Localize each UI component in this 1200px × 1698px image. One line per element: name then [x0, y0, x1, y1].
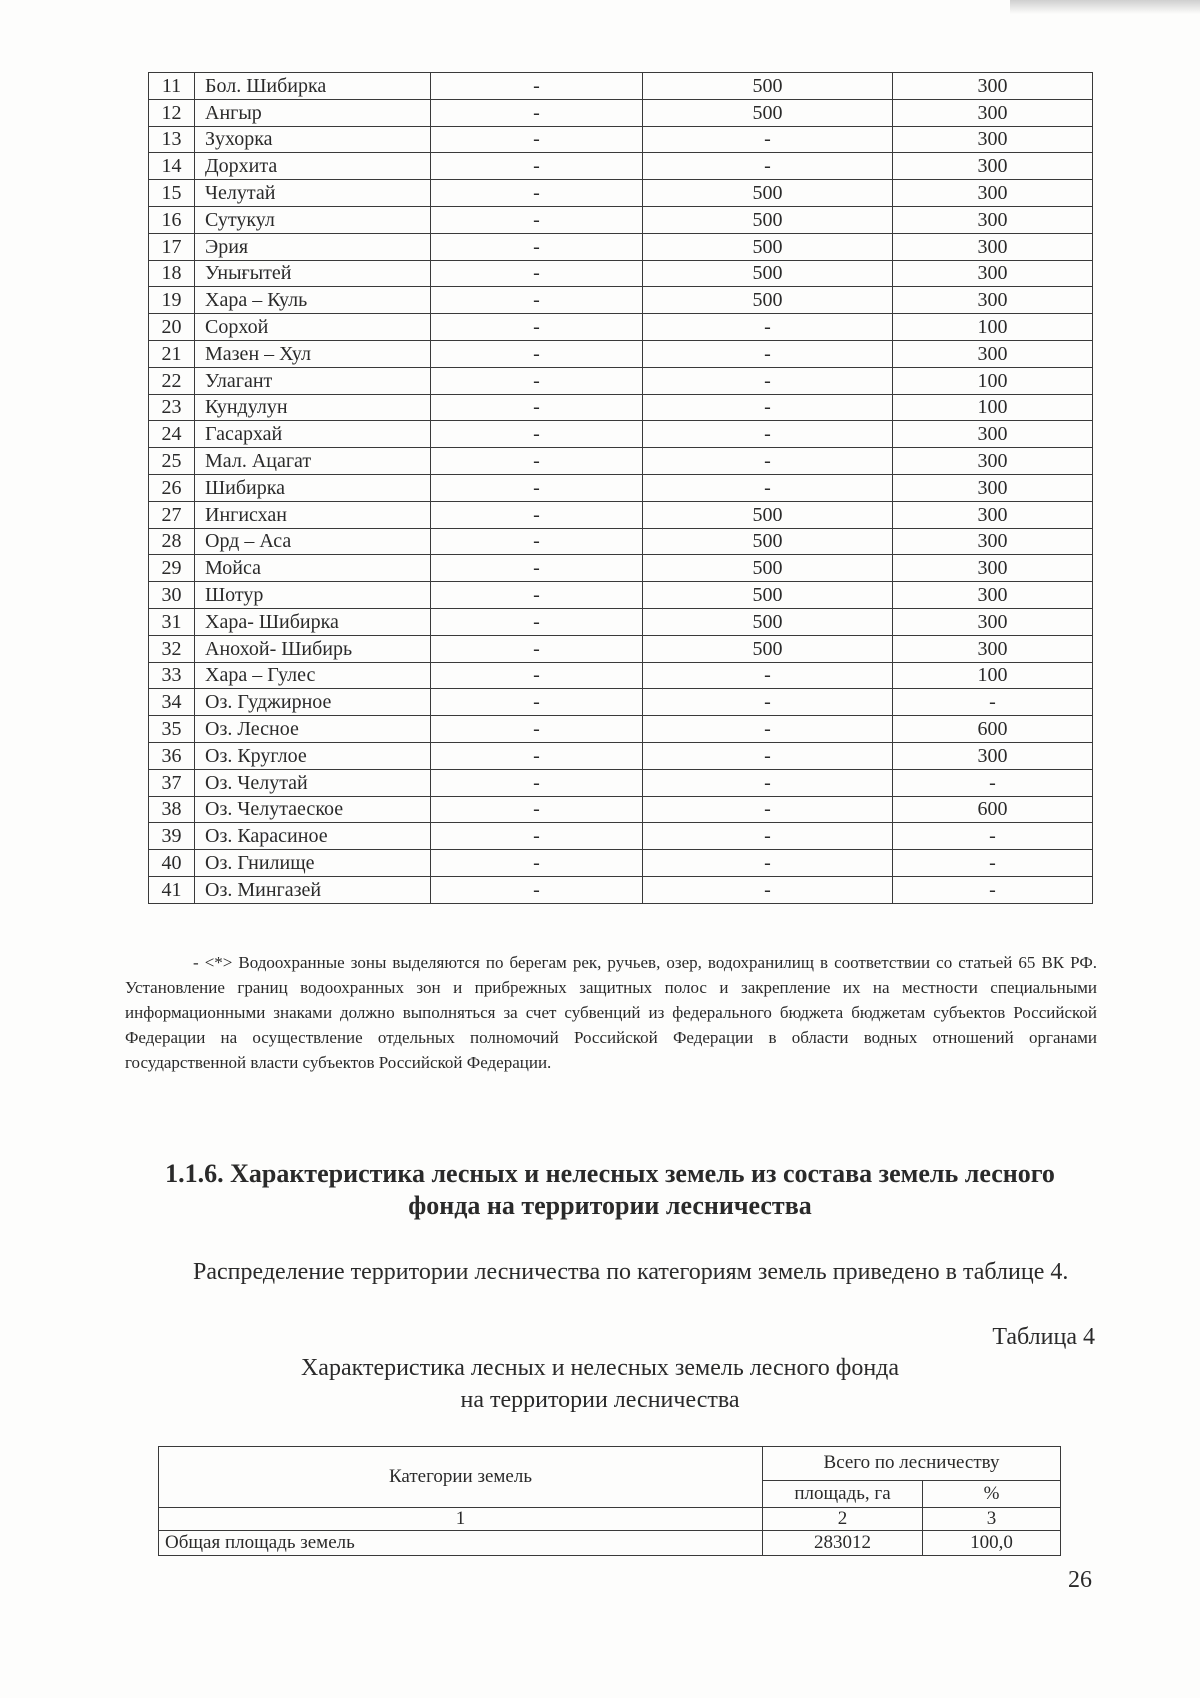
- row-number: 31: [149, 608, 195, 635]
- row-number: 14: [149, 153, 195, 180]
- water-body-name: Сутукул: [195, 206, 431, 233]
- col-3-value: -: [431, 769, 643, 796]
- col-3-value: -: [431, 555, 643, 582]
- col-5-value: 100: [893, 394, 1093, 421]
- col-3-value: -: [431, 850, 643, 877]
- col-4-value: -: [643, 126, 893, 153]
- water-body-name: Эрия: [195, 233, 431, 260]
- col-5-value: 300: [893, 474, 1093, 501]
- footnote-text: - <*> Водоохранные зоны выделяются по берегам рек, ручьев, озер, водохранилищ в соответствии со статьей 65 ВК РФ. Установление границ водоохранных зон и прибрежных защитных полос и закрепление их на местности специальными информационными знаками должно выполняться за счет субвенций из федерального бюджета бюджетам субъектов Российской Федерации на осуществление отдельных полномочий Российской Федерации в области водных отношений органами государственной власти субъектов Российской Федерации.: [125, 953, 1097, 1072]
- col-4-value: 500: [643, 582, 893, 609]
- col-5-value: 300: [893, 153, 1093, 180]
- table-caption: Таблица 4: [992, 1324, 1095, 1350]
- table-row: [149, 260, 1093, 287]
- table-row: [149, 582, 1093, 609]
- col-4-value: -: [643, 314, 893, 341]
- col-5-value: 300: [893, 126, 1093, 153]
- col-4-value: -: [643, 689, 893, 716]
- table-row: [149, 287, 1093, 314]
- col-4-value: -: [643, 340, 893, 367]
- row-number: 39: [149, 823, 195, 850]
- col-3-value: -: [431, 260, 643, 287]
- section-heading: [118, 1158, 1102, 1222]
- water-body-name: Орд – Аса: [195, 528, 431, 555]
- col-4-value: -: [643, 448, 893, 475]
- row-number: 36: [149, 742, 195, 769]
- col-3-value: -: [431, 126, 643, 153]
- table-row: [149, 340, 1093, 367]
- col-4-value: 500: [643, 635, 893, 662]
- water-body-name: Анохой- Шибирь: [195, 635, 431, 662]
- table-row: [149, 876, 1093, 903]
- col-5-value: 300: [893, 206, 1093, 233]
- col-4-value: 500: [643, 73, 893, 100]
- col-4-value: 500: [643, 501, 893, 528]
- col-5-value: 100: [893, 662, 1093, 689]
- row-number: 13: [149, 126, 195, 153]
- water-body-name: Унығытей: [195, 260, 431, 287]
- col-4-value: -: [643, 850, 893, 877]
- section-heading-line2: фонда на территории лесничества: [408, 1191, 812, 1220]
- col-number-1: 1: [159, 1508, 763, 1531]
- row-number: 17: [149, 233, 195, 260]
- col-4-value: -: [643, 876, 893, 903]
- table-row: [149, 180, 1093, 207]
- water-body-name: Хара – Куль: [195, 287, 431, 314]
- table-row: [149, 314, 1093, 341]
- water-body-name: Оз. Мингазей: [195, 876, 431, 903]
- table-row: [149, 742, 1093, 769]
- col-4-value: -: [643, 769, 893, 796]
- water-protection-table-body: [149, 73, 1093, 904]
- row-number: 16: [149, 206, 195, 233]
- table-title-line2: на территории лесничества: [460, 1387, 740, 1413]
- header-area: площадь, га: [763, 1480, 923, 1507]
- row-number: 29: [149, 555, 195, 582]
- table-row: [149, 99, 1093, 126]
- col-5-value: 300: [893, 421, 1093, 448]
- table-row: [149, 367, 1093, 394]
- col-5-value: 300: [893, 528, 1093, 555]
- row-number: 40: [149, 850, 195, 877]
- water-body-name: Оз. Гуджирное: [195, 689, 431, 716]
- col-4-value: -: [643, 421, 893, 448]
- col-3-value: -: [431, 635, 643, 662]
- water-body-name: Шотур: [195, 582, 431, 609]
- page-number: 26: [1068, 1567, 1092, 1593]
- col-5-value: 600: [893, 716, 1093, 743]
- col-3-value: -: [431, 823, 643, 850]
- water-body-name: Хара – Гулес: [195, 662, 431, 689]
- table-row: [149, 689, 1093, 716]
- water-body-name: Бол. Шибирка: [195, 73, 431, 100]
- col-3-value: -: [431, 876, 643, 903]
- water-body-name: Оз. Челутаеское: [195, 796, 431, 823]
- col-5-value: 300: [893, 340, 1093, 367]
- col-4-value: -: [643, 823, 893, 850]
- col-3-value: -: [431, 153, 643, 180]
- col-3-value: -: [431, 608, 643, 635]
- section-paragraph: [125, 1256, 1100, 1288]
- table-row: [149, 528, 1093, 555]
- col-5-value: 300: [893, 742, 1093, 769]
- table-row: [159, 1531, 1061, 1556]
- row-number: 24: [149, 421, 195, 448]
- row-number: 12: [149, 99, 195, 126]
- table-row: [149, 716, 1093, 743]
- table-header-row: [159, 1447, 1061, 1481]
- water-body-name: Ингисхан: [195, 501, 431, 528]
- col-4-value: -: [643, 796, 893, 823]
- table-row: [149, 608, 1093, 635]
- col-4-value: 500: [643, 180, 893, 207]
- col-3-value: -: [431, 796, 643, 823]
- header-total: Всего по лесничеству: [763, 1447, 1061, 1481]
- col-4-value: 500: [643, 233, 893, 260]
- row-number: 38: [149, 796, 195, 823]
- row-number: 15: [149, 180, 195, 207]
- col-5-value: 300: [893, 635, 1093, 662]
- water-body-name: Ангыр: [195, 99, 431, 126]
- table-row: [149, 769, 1093, 796]
- row-number: 41: [149, 876, 195, 903]
- col-3-value: -: [431, 99, 643, 126]
- row-number: 32: [149, 635, 195, 662]
- table-row: [149, 206, 1093, 233]
- col-3-value: -: [431, 367, 643, 394]
- col-5-value: -: [893, 850, 1093, 877]
- col-4-value: -: [643, 716, 893, 743]
- col-3-value: -: [431, 501, 643, 528]
- col-5-value: 300: [893, 448, 1093, 475]
- water-body-name: Сорхой: [195, 314, 431, 341]
- table-row: [149, 474, 1093, 501]
- col-4-value: 500: [643, 206, 893, 233]
- header-percent: %: [923, 1480, 1061, 1507]
- water-body-name: Дорхита: [195, 153, 431, 180]
- col-4-value: -: [643, 394, 893, 421]
- row-number: 20: [149, 314, 195, 341]
- water-protection-table: [148, 72, 1093, 904]
- row-number: 37: [149, 769, 195, 796]
- col-3-value: -: [431, 314, 643, 341]
- table-row: [149, 126, 1093, 153]
- row-number: 23: [149, 394, 195, 421]
- table-title-line1: Характеристика лесных и нелесных земель лесного фонда: [300, 1355, 900, 1381]
- col-4-value: -: [643, 153, 893, 180]
- col-5-value: -: [893, 769, 1093, 796]
- col-5-value: 600: [893, 796, 1093, 823]
- table-row: [149, 153, 1093, 180]
- col-4-value: 500: [643, 528, 893, 555]
- col-3-value: -: [431, 474, 643, 501]
- row-label: Общая площадь земель: [159, 1531, 763, 1556]
- row-number: 30: [149, 582, 195, 609]
- water-body-name: Мазен – Хул: [195, 340, 431, 367]
- col-3-value: -: [431, 287, 643, 314]
- footnote: [125, 950, 1097, 1075]
- col-5-value: 300: [893, 582, 1093, 609]
- col-3-value: -: [431, 689, 643, 716]
- col-3-value: -: [431, 662, 643, 689]
- col-3-value: -: [431, 180, 643, 207]
- table-row: [149, 662, 1093, 689]
- table-row: [149, 73, 1093, 100]
- table-row: [149, 394, 1093, 421]
- water-body-name: Хара- Шибирка: [195, 608, 431, 635]
- water-body-name: Шибирка: [195, 474, 431, 501]
- table-row: [149, 555, 1093, 582]
- col-5-value: 300: [893, 608, 1093, 635]
- table-row: [149, 233, 1093, 260]
- col-3-value: -: [431, 394, 643, 421]
- col-4-value: 500: [643, 287, 893, 314]
- water-body-name: Оз. Лесное: [195, 716, 431, 743]
- row-number: 35: [149, 716, 195, 743]
- water-body-name: Оз. Гнилище: [195, 850, 431, 877]
- col-5-value: 300: [893, 260, 1093, 287]
- table-row: [149, 635, 1093, 662]
- col-3-value: -: [431, 206, 643, 233]
- col-3-value: -: [431, 421, 643, 448]
- col-4-value: -: [643, 662, 893, 689]
- col-3-value: -: [431, 716, 643, 743]
- col-4-value: 500: [643, 260, 893, 287]
- row-number: 22: [149, 367, 195, 394]
- water-body-name: Оз. Круглое: [195, 742, 431, 769]
- water-body-name: Оз. Карасиное: [195, 823, 431, 850]
- table-row: [149, 501, 1093, 528]
- col-3-value: -: [431, 582, 643, 609]
- col-3-value: -: [431, 742, 643, 769]
- row-number: 34: [149, 689, 195, 716]
- row-number: 28: [149, 528, 195, 555]
- water-body-name: Мойса: [195, 555, 431, 582]
- col-5-value: 300: [893, 555, 1093, 582]
- water-body-name: Кундулун: [195, 394, 431, 421]
- col-5-value: 300: [893, 287, 1093, 314]
- col-4-value: 500: [643, 608, 893, 635]
- water-body-name: Улагант: [195, 367, 431, 394]
- row-number: 25: [149, 448, 195, 475]
- col-4-value: -: [643, 742, 893, 769]
- row-number: 27: [149, 501, 195, 528]
- table-row: [149, 823, 1093, 850]
- col-3-value: -: [431, 340, 643, 367]
- col-4-value: -: [643, 367, 893, 394]
- water-body-name: Гасархай: [195, 421, 431, 448]
- row-percent: 100,0: [923, 1531, 1061, 1556]
- col-4-value: -: [643, 474, 893, 501]
- col-5-value: 300: [893, 233, 1093, 260]
- col-5-value: 300: [893, 73, 1093, 100]
- col-number-3: 3: [923, 1508, 1061, 1531]
- col-4-value: 500: [643, 99, 893, 126]
- col-5-value: 300: [893, 180, 1093, 207]
- land-category-table: [158, 1446, 1061, 1556]
- table-row: [149, 796, 1093, 823]
- col-5-value: 300: [893, 99, 1093, 126]
- water-body-name: Зухорка: [195, 126, 431, 153]
- table-row: [149, 421, 1093, 448]
- col-3-value: -: [431, 233, 643, 260]
- col-3-value: -: [431, 73, 643, 100]
- col-5-value: 100: [893, 314, 1093, 341]
- water-body-name: Оз. Челутай: [195, 769, 431, 796]
- header-category: Категории земель: [159, 1447, 763, 1508]
- col-4-value: 500: [643, 555, 893, 582]
- table-row: [149, 850, 1093, 877]
- paragraph-text: Распределение территории лесничества по категориям земель приведено в таблице 4.: [193, 1259, 1069, 1285]
- section-heading-line1: 1.1.6. Характеристика лесных и нелесных земель из состава земель лесного: [165, 1159, 1055, 1188]
- scan-shadow: [1010, 0, 1200, 14]
- row-number: 21: [149, 340, 195, 367]
- row-number: 11: [149, 73, 195, 100]
- col-5-value: 100: [893, 367, 1093, 394]
- row-number: 19: [149, 287, 195, 314]
- col-5-value: 300: [893, 501, 1093, 528]
- table-column-number-row: [159, 1508, 1061, 1531]
- col-5-value: -: [893, 876, 1093, 903]
- row-area: 283012: [763, 1531, 923, 1556]
- table-row: [149, 448, 1093, 475]
- col-3-value: -: [431, 528, 643, 555]
- col-5-value: -: [893, 823, 1093, 850]
- row-number: 33: [149, 662, 195, 689]
- row-number: 18: [149, 260, 195, 287]
- col-number-2: 2: [763, 1508, 923, 1531]
- row-number: 26: [149, 474, 195, 501]
- water-body-name: Челутай: [195, 180, 431, 207]
- col-5-value: -: [893, 689, 1093, 716]
- col-3-value: -: [431, 448, 643, 475]
- water-body-name: Мал. Ацагат: [195, 448, 431, 475]
